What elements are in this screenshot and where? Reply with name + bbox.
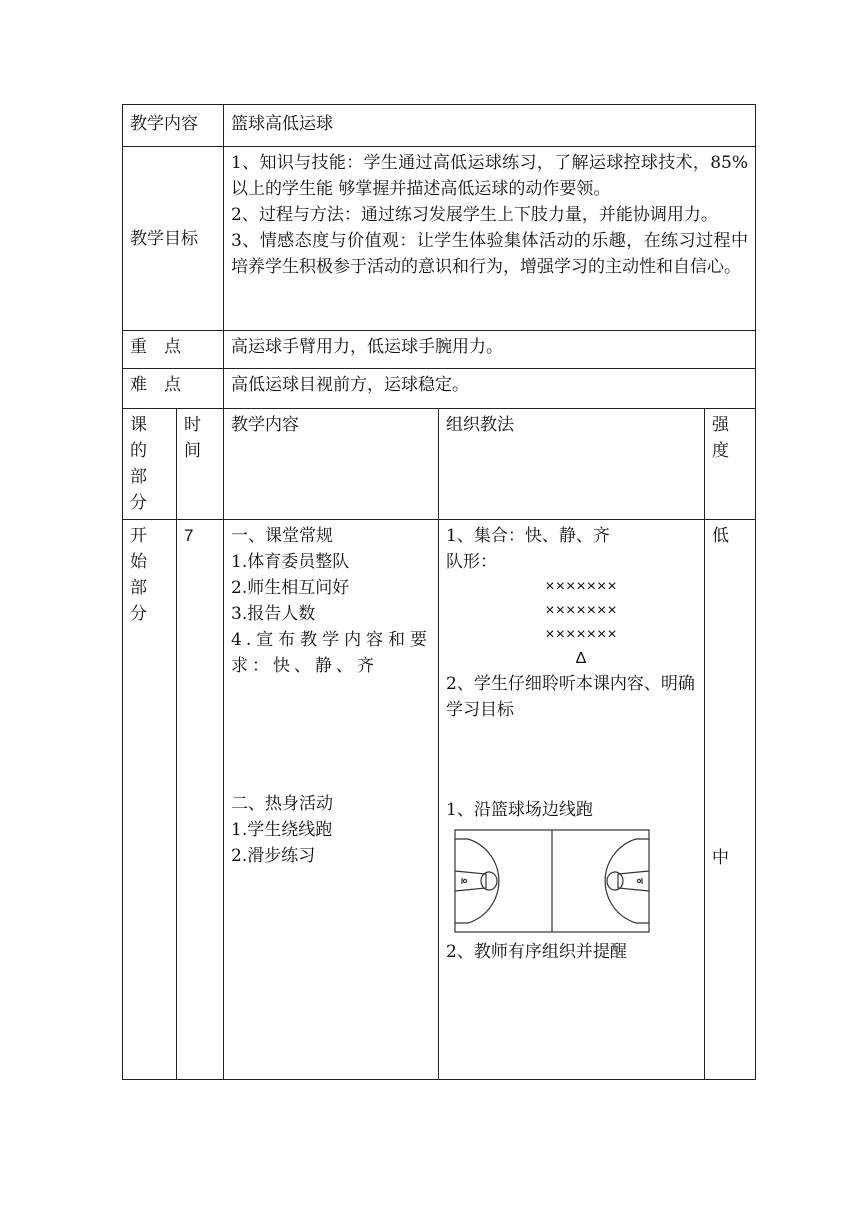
start-part-row bbox=[123, 520, 756, 1080]
method-run: 1、沿篮球场边线跑 bbox=[446, 800, 593, 820]
column-header-row bbox=[123, 409, 756, 520]
difficulty-value: 高低运球目视前方，运球稳定。 bbox=[224, 369, 756, 409]
left-hoop bbox=[463, 879, 466, 882]
basketball-court-diagram bbox=[454, 829, 650, 933]
lesson-plan-table bbox=[122, 104, 756, 1080]
routine-item-3: 3.报告人数 bbox=[231, 604, 316, 624]
intensity-cell bbox=[705, 520, 756, 1080]
warmup-item-1: 1.学生绕线跑 bbox=[231, 820, 333, 840]
objectives-cell bbox=[224, 147, 756, 331]
col-header-intensity bbox=[705, 409, 756, 520]
method-cell bbox=[439, 520, 705, 1080]
method-assembly: 1、集合：快、静、齐 bbox=[446, 526, 610, 546]
part-cell bbox=[123, 520, 177, 1080]
content-value: 篮球高低运球 bbox=[224, 105, 756, 147]
time-value: 7 bbox=[184, 526, 194, 545]
col-header-intensity-text: 强度 bbox=[712, 415, 729, 461]
content-cell bbox=[224, 520, 439, 1080]
formation-row-3: ××××××× bbox=[545, 626, 618, 643]
warmup-item-2: 2.滑步练习 bbox=[231, 846, 316, 866]
col-header-content: 教学内容 bbox=[224, 409, 439, 520]
routine-heading: 一、课堂常规 bbox=[231, 526, 333, 546]
left-circle bbox=[481, 872, 497, 890]
right-circle bbox=[607, 872, 623, 890]
col-header-part-text: 课的部分 bbox=[130, 415, 147, 513]
key-point-label: 重 点 bbox=[123, 331, 224, 369]
col-header-time-text: 时间 bbox=[184, 415, 201, 461]
method-listen: 2、学生仔细聆听本课内容、明确学习目标 bbox=[446, 674, 695, 720]
formation-diagram bbox=[446, 575, 697, 671]
method-formation-label: 队形： bbox=[446, 552, 497, 572]
teacher-mark: Δ bbox=[575, 650, 588, 667]
intensity-low: 低 bbox=[712, 526, 729, 546]
routine-item-4: 4.宣布教学内容和要求：快、静、齐 bbox=[231, 630, 431, 676]
intensity-medium: 中 bbox=[712, 848, 729, 868]
difficulty-row bbox=[123, 369, 756, 409]
method-remind: 2、教师有序组织并提醒 bbox=[446, 942, 627, 962]
objectives-label: 教学目标 bbox=[123, 147, 224, 331]
routine-item-2: 2.师生相互问好 bbox=[231, 578, 350, 598]
warmup-heading: 二、热身活动 bbox=[231, 794, 333, 814]
objective-3: 3、情感态度与价值观：让学生体验集体活动的乐趣，在练习过程中培养学生积极参于活动的意识和行为，增强学习的主动性和自信心。 bbox=[231, 231, 748, 277]
key-point-row bbox=[123, 331, 756, 369]
formation-row-1: ××××××× bbox=[545, 578, 618, 595]
right-hoop bbox=[637, 879, 640, 882]
key-point-value: 高运球手臂用力，低运球手腕用力。 bbox=[224, 331, 756, 369]
col-header-part bbox=[123, 409, 177, 520]
time-cell bbox=[177, 520, 224, 1080]
routine-item-1: 1.体育委员整队 bbox=[231, 552, 350, 572]
content-row bbox=[123, 105, 756, 147]
formation-row-2: ××××××× bbox=[545, 602, 618, 619]
col-header-method: 组织教法 bbox=[439, 409, 705, 520]
content-label: 教学内容 bbox=[123, 105, 224, 147]
objective-1: 1、知识与技能：学生通过高低运球练习，了解运球控球技术，85%以上的学生能 够掌握并描述高低运球的动作要领。 bbox=[231, 153, 748, 199]
objectives-row bbox=[123, 147, 756, 331]
part-text: 开始部分 bbox=[130, 526, 147, 624]
objective-2: 2、过程与方法：通过练习发展学生上下肢力量，并能协调用力。 bbox=[231, 205, 718, 225]
col-header-time bbox=[177, 409, 224, 520]
difficulty-label: 难 点 bbox=[123, 369, 224, 409]
